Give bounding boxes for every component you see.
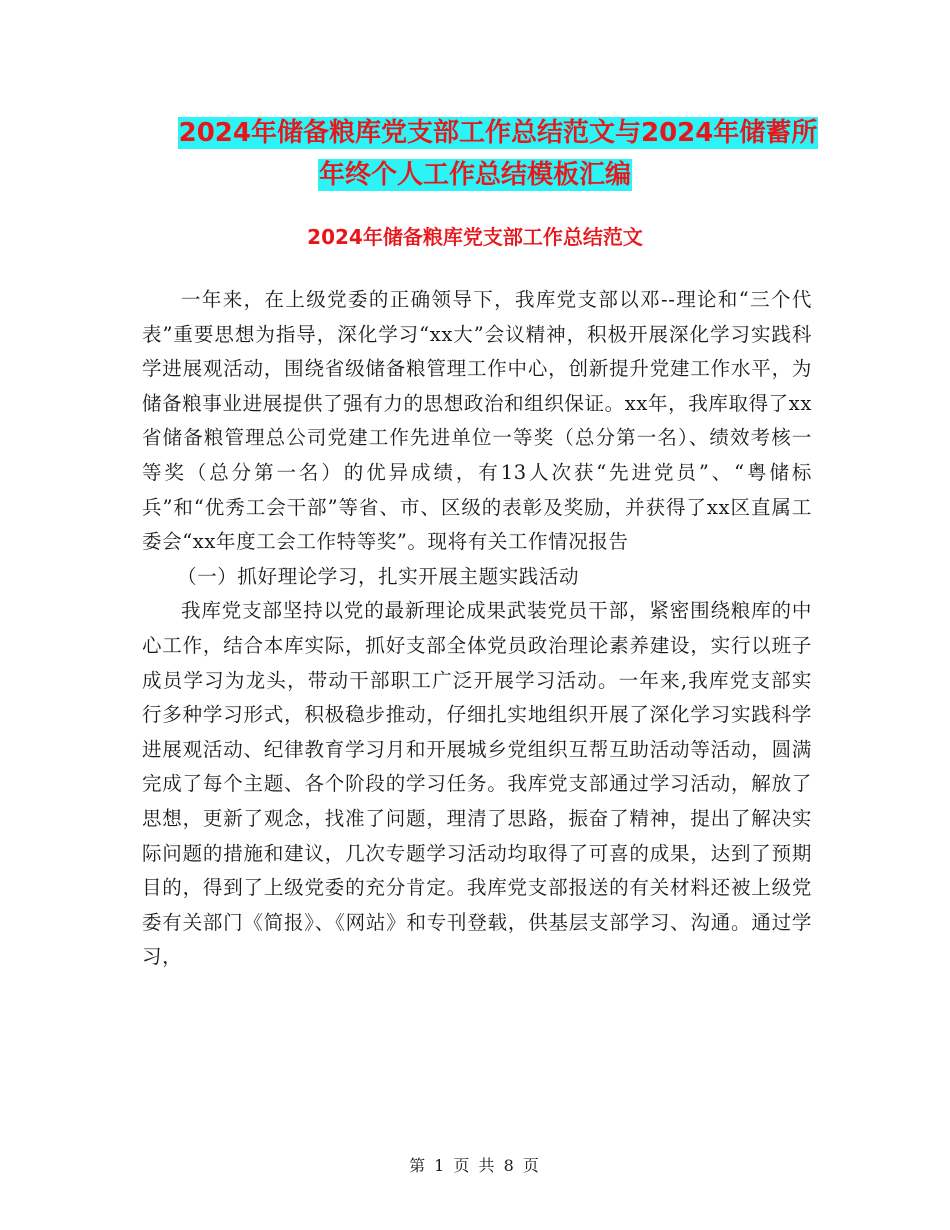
- title-highlight: 2024年储备粮库党支部工作总结范文与2024年储蓄所: [178, 118, 818, 148]
- document-title-line-1: [46, 116, 950, 150]
- title-highlight: 年终个人工作总结模板汇编: [318, 160, 631, 190]
- document-title-line-2: [0, 158, 950, 192]
- section-heading-1: （一）抓好理论学习，扎实开展主题实践活动: [177, 564, 580, 588]
- paragraph-intro: 一年来，在上级党委的正确领导下，我库党支部以邓--理论和“三个代表”重要思想为指导，深化学习“xx大”会议精神，积极开展深化学习实践科学进展观活动，围绕省级储备粮管理工作中心，创新提升党建工作水平，为储备粮事业进展提供了强有力的思想政治和组织保证。xx年，我库取得了xx省储备粮管理总公司党建工作先进单位一等奖（总分第一名）、绩效考核一等奖（总分第一名）的优异成绩，有13人次获“先进党员”、“粤储标兵”和“优秀工会干部”等省、市、区级的表彰及奖励，并获得了xx区直属工委会“xx年度工会工作特等奖”。现将有关工作情况报告: [142, 288, 812, 554]
- paragraph-study: 我库党支部坚持以党的最新理论成果武装党员干部，紧密围绕粮库的中心工作，结合本库实际，抓好支部全体党员政治理论素养建设，实行以班子成员学习为龙头，带动干部职工广泛开展学习活动。一年来,我库党支部实行多种学习形式，积极稳步推动，仔细扎实地组织开展了深化学习实践科学进展观活动、纪律教育学习月和开展城乡党组织互帮互助活动等活动，圆满完成了每个主题、各个阶段的学习任务。我库党支部通过学习活动，解放了思想，更新了观念，找准了问题，理清了思路，振奋了精神，提出了解决实际问题的措施和建议，几次专题学习活动均取得了可喜的成果，达到了预期目的，得到了上级党委的充分肯定。我库党支部报送的有关材料还被上级党委有关部门《简报》、《网站》和专刊登载，供基层支部学习、沟通。通过学习，: [142, 599, 812, 969]
- section-heading: 2024年储备粮库党支部工作总结范文: [307, 225, 643, 249]
- page-number-footer: 第 1 页 共 8 页: [409, 1156, 541, 1175]
- document-body: [142, 283, 812, 975]
